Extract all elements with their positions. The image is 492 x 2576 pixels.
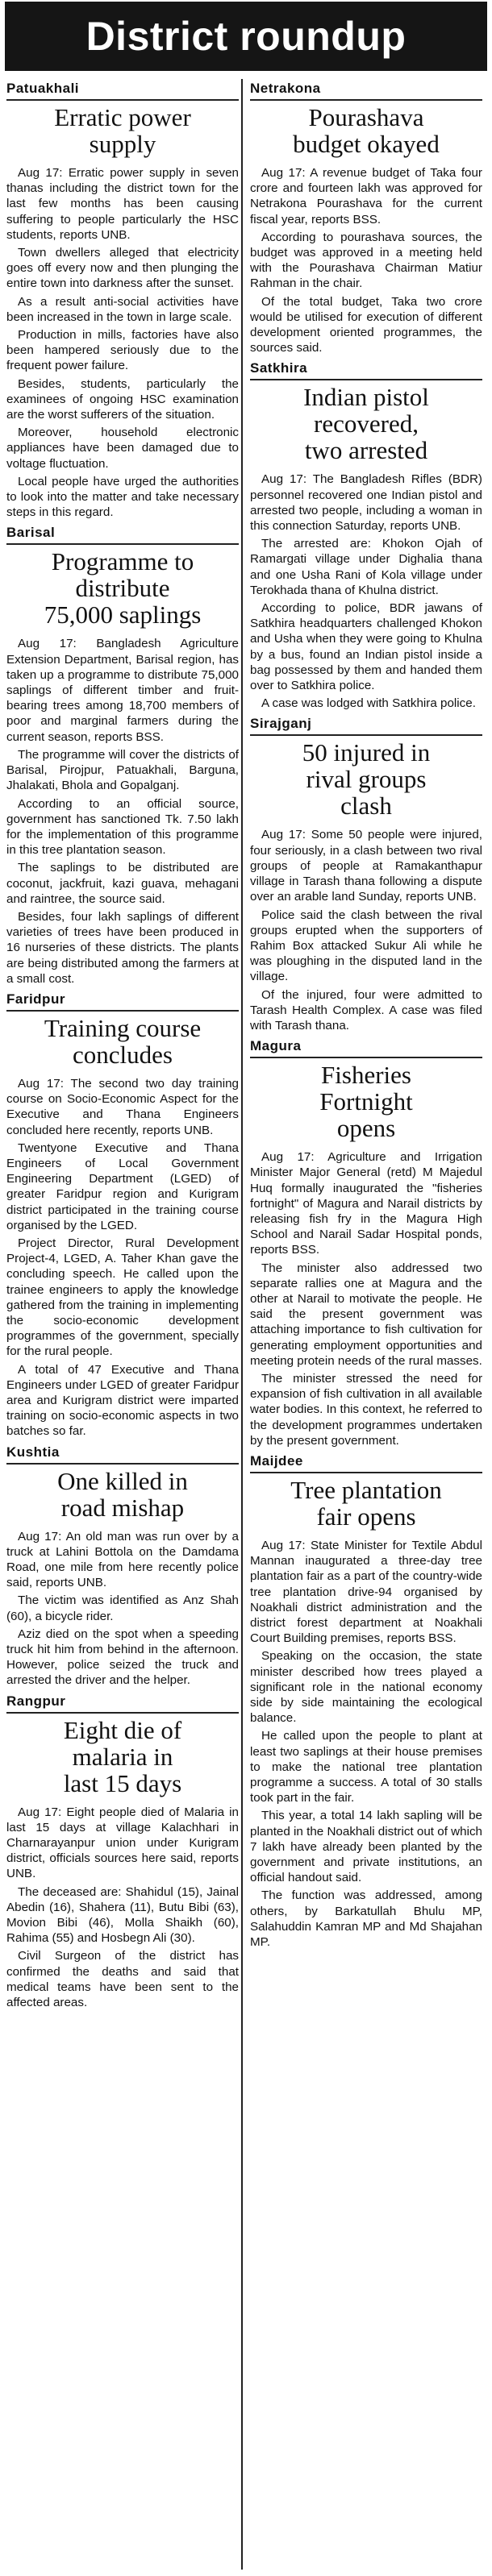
story-headline [6, 548, 239, 628]
story-paragraph: The function was addressed, among others, by Barkatullah Bhulu MP, Salahuddin Kamran MP and Md Shajahan MP. [250, 1888, 482, 1950]
news-story [250, 1453, 482, 1950]
story-paragraph: This year, a total 14 lakh sapling will be planted in the Noakhali district out of which 7 lakh have already been planted by the government and private institutions, an official handout said. [250, 1809, 482, 1885]
headline-line: fair opens [316, 1502, 416, 1531]
story-paragraph: Aug 17: An old man was run over by a truck at Lahini Bottola on the Damdama Road, one mile from here recently police said, reports UNB. [6, 1529, 239, 1590]
story-body [250, 1149, 482, 1448]
column-divider [241, 79, 243, 2570]
story-paragraph: The deceased are: Shahidul (15), Jainal Abedin (16), Shahera (11), Butu Bibi (63), Movion Bibi (46), Molla Shaikh (60), Rahima (55) and Hosbegn Ali (30). [6, 1884, 239, 1946]
headline-line: Indian pistol [303, 383, 429, 412]
story-paragraph: Aug 17: Bangladesh Agriculture Extension Department, Barisal region, has taken up a programme to distribute 75,000 saplings of different timber and fruit-bearing trees among 18,700 members of poor and marginal farmers during the current season, reports BSS. [6, 637, 239, 744]
left-column [6, 81, 239, 2015]
story-headline [250, 104, 482, 157]
headline-line: budget okayed [293, 130, 440, 158]
news-story [250, 716, 482, 1033]
story-headline [6, 1015, 239, 1068]
story-paragraph: Of the total budget, Taka two crore would be utilised for execution of different development oriented programmes, the sources said. [250, 294, 482, 355]
story-headline [250, 1477, 482, 1530]
story-paragraph: The victim was identified as Anz Shah (60), a bicycle rider. [6, 1593, 239, 1623]
story-body [250, 472, 482, 711]
story-dateline: Netrakona [250, 81, 482, 101]
story-dateline: Rangpur [6, 1693, 239, 1714]
headline-line: Eight die of [63, 1715, 182, 1744]
headline-line: two arrested [304, 436, 428, 465]
headline-line: One killed in [57, 1466, 188, 1495]
story-paragraph: Aug 17: Eight people died of Malaria in last 15 days at village Kalachhari in Charnarayanpur union under Kurigram district, officials sources here said, reports UNB. [6, 1805, 239, 1881]
story-paragraph: A total of 47 Executive and Thana Engineers under LGED of greater Faridpur area and Kurigram district were imparted training on socio-economic aspects in two batches so far. [6, 1362, 239, 1439]
section-title: District roundup [85, 14, 407, 59]
story-paragraph: Besides, students, particularly the examinees of ongoing HSC examination are the worst sufferers of the situation. [6, 376, 239, 422]
headline-line: Tree plantation [290, 1475, 442, 1504]
story-paragraph: According to pourashava sources, the budget was approved in a meeting held with the Pourashava Chairman Matiur Rahman in the chair. [250, 230, 482, 291]
story-body [6, 1805, 239, 2011]
news-story [6, 991, 239, 1440]
story-paragraph: Aug 17: A revenue budget of Taka four crore and fourteen lakh was approved for Netrakona Pourashava for the current fiscal year, reports BSS. [250, 166, 482, 226]
story-paragraph: Aug 17: Agriculture and Irrigation Minister Major General (retd) M Majedul Huq formally inaugurated the "fisheries fortnight" of Magura and Narail districts by releasing fish fry in the Magura High School and Narail Sadar Hospital ponds, reports BSS. [250, 1150, 482, 1257]
headline-line: Pourashava [308, 103, 424, 131]
headline-line: rival groups [306, 765, 427, 794]
story-paragraph: Local people have urged the authorities to look into the matter and take necessary steps in this regard. [6, 474, 239, 520]
story-paragraph: Moreover, household electronic appliances have been damaged due to voltage fluctuation. [6, 426, 239, 471]
story-headline [6, 1468, 239, 1521]
story-paragraph: The saplings to be distributed are coconut, jackfruit, kazi guava, mehagani and raintree, the source said. [6, 861, 239, 906]
story-headline [250, 384, 482, 463]
headline-line: Fortnight [319, 1087, 413, 1116]
story-paragraph: Production in mills, factories have also been hampered seriously due to the frequent power failure. [6, 328, 239, 373]
story-paragraph: Aug 17: The second two day training course on Socio-Economic Aspect for the Executive and Thana Engineers concluded here recently, reports UNB. [6, 1076, 239, 1137]
headline-line: distribute [75, 574, 170, 603]
story-paragraph: Aziz died on the spot when a speeding truck hit him from behind in the afternoon. However, police seized the truck and arrested the driver and the helper. [6, 1627, 239, 1688]
story-paragraph: Aug 17: Erratic power supply in seven thanas including the district town for the last few months has been causing suffering to people particularly the HSC students, reports UNB. [6, 166, 239, 242]
story-dateline: Kushtia [6, 1444, 239, 1465]
story-paragraph: According to police, BDR jawans of Satkhira headquarters challenged Khokon and Usha when they were going to Khulna by a bus, found an Indian pistol inside a bag possessed by them and handed them over to Satkhira police. [250, 601, 482, 693]
story-body [6, 165, 239, 520]
story-body [250, 165, 482, 355]
story-paragraph: Town dwellers alleged that electricity goes off every now and then plunging the entire town into darkness after the sunset. [6, 246, 239, 291]
news-story [6, 525, 239, 986]
story-body [250, 1538, 482, 1950]
story-paragraph: The minister also addressed two separate rallies one at Magura and the other at Narail to motivate the people. He said the present government was attaching importance to fish cultivation for generating employment opportunities and meeting protein needs of the rural masses. [250, 1261, 482, 1368]
news-story [6, 81, 239, 520]
story-paragraph: A case was lodged with Satkhira police. [261, 696, 476, 711]
headline-line: concludes [73, 1040, 173, 1069]
story-dateline: Faridpur [6, 991, 239, 1012]
headline-line: recovered, [314, 409, 419, 438]
story-paragraph: Aug 17: State Minister for Textile Abdul Mannan inaugurated a three-day tree plantation fair as a part of the country-wide tree plantation drive-94 organised by Noakhali district administration and the district forest department at Noakhali Court Building premises, reports BSS. [250, 1538, 482, 1646]
headline-line: Erratic power [54, 103, 191, 131]
story-headline [6, 104, 239, 157]
story-paragraph: The arrested are: Khokon Ojah of Ramargati village under Dighalia thana and one Usha Rani of Kola village under Terokhada thana of Khulna district. [250, 537, 482, 597]
story-paragraph: Aug 17: Some 50 people were injured, four seriously, in a clash between two rival groups of people at Ramakanthapur village in Tarash thana following a dispute over an arable land Sunday, reports UNB. [250, 828, 482, 904]
news-story [250, 81, 482, 355]
news-story [6, 1444, 239, 1689]
story-headline [6, 1717, 239, 1797]
story-dateline: Barisal [6, 525, 239, 545]
headline-line: Programme to [51, 547, 194, 576]
story-paragraph: Project Director, Rural Development Project-4, LGED, A. Taher Khan gave the concluding speech. He called upon the trainee engineers to apply the knowledge gathered from the training in implementing the socio-economic development programmes of the government, specially for the rural people. [6, 1236, 239, 1359]
headline-line: supply [89, 130, 156, 158]
headline-line: Fisheries [321, 1061, 411, 1090]
story-body [6, 1076, 239, 1440]
story-paragraph: Besides, four lakh saplings of different varieties of trees have been produced in 16 nurseries of these districts. The plants are being distributed among the farmers at a small cost. [6, 909, 239, 986]
headline-line: road mishap [60, 1493, 185, 1522]
news-story [6, 1693, 239, 2011]
story-dateline: Satkhira [250, 360, 482, 380]
story-body [250, 827, 482, 1033]
news-story [250, 1038, 482, 1448]
story-paragraph: He called upon the people to plant at least two saplings at their house premises to make the national tree plantation programme a success. A total of 30 stalls took part in the fair. [250, 1729, 482, 1805]
story-paragraph: Twentyone Executive and Thana Engineers of Local Government Engineering Department (LGED) of greater Faridpur region and Kurigram district participated in the training course organised by the LGED. [6, 1141, 239, 1232]
story-paragraph: Civil Surgeon of the district has confirmed the deaths and said that medical teams have been sent to the affected areas. [6, 1949, 239, 2010]
story-paragraph: Of the injured, four were admitted to Tarash Health Complex. A case was filed with Tarash thana. [250, 987, 482, 1032]
story-paragraph: The minister stressed the need for expansion of fish cultivation in all available water bodies. In this context, he referred to the development programmes undertaken by the present government. [250, 1371, 482, 1448]
headline-line: opens [336, 1114, 396, 1143]
story-paragraph: According to an official source, government has sanctioned Tk. 7.50 lakh for the implementation of this programme in this tree plantation season. [6, 796, 239, 858]
story-body [6, 1529, 239, 1689]
story-paragraph: The programme will cover the districts of Barisal, Pirojpur, Patuakhali, Barguna, Jhalakati, Bhola and Gopalganj. [6, 747, 239, 793]
story-headline [250, 739, 482, 819]
section-banner [5, 2, 487, 71]
headline-line: malaria in [72, 1742, 173, 1771]
headline-line: 50 injured in [302, 738, 431, 767]
story-body [6, 636, 239, 986]
story-dateline: Maijdee [250, 1453, 482, 1473]
story-dateline: Magura [250, 1038, 482, 1058]
right-column [250, 81, 482, 1955]
story-paragraph: Police said the clash between the rival groups erupted when the supporters of Rahim Box attacked Sukur Ali while he was ploughing in the disputed land in the village. [250, 908, 482, 984]
headline-line: last 15 days [63, 1768, 182, 1797]
story-paragraph: Aug 17: The Bangladesh Rifles (BDR) personnel recovered one Indian pistol and arrested two people, including a woman in this connection Saturday, reports UNB. [250, 472, 482, 534]
story-paragraph: Speaking on the occasion, the state minister described how trees played a significant role in the national economy side by side maintaining the ecological balance. [250, 1649, 482, 1726]
headline-line: 75,000 saplings [44, 600, 202, 629]
story-dateline: Patuakhali [6, 81, 239, 101]
headline-line: clash [340, 791, 392, 821]
news-story [250, 360, 482, 711]
story-dateline: Sirajganj [250, 716, 482, 736]
story-paragraph: As a result anti-social activities have been increased in the town in large scale. [6, 294, 239, 324]
story-headline [250, 1062, 482, 1141]
headline-line: Training course [44, 1013, 202, 1042]
